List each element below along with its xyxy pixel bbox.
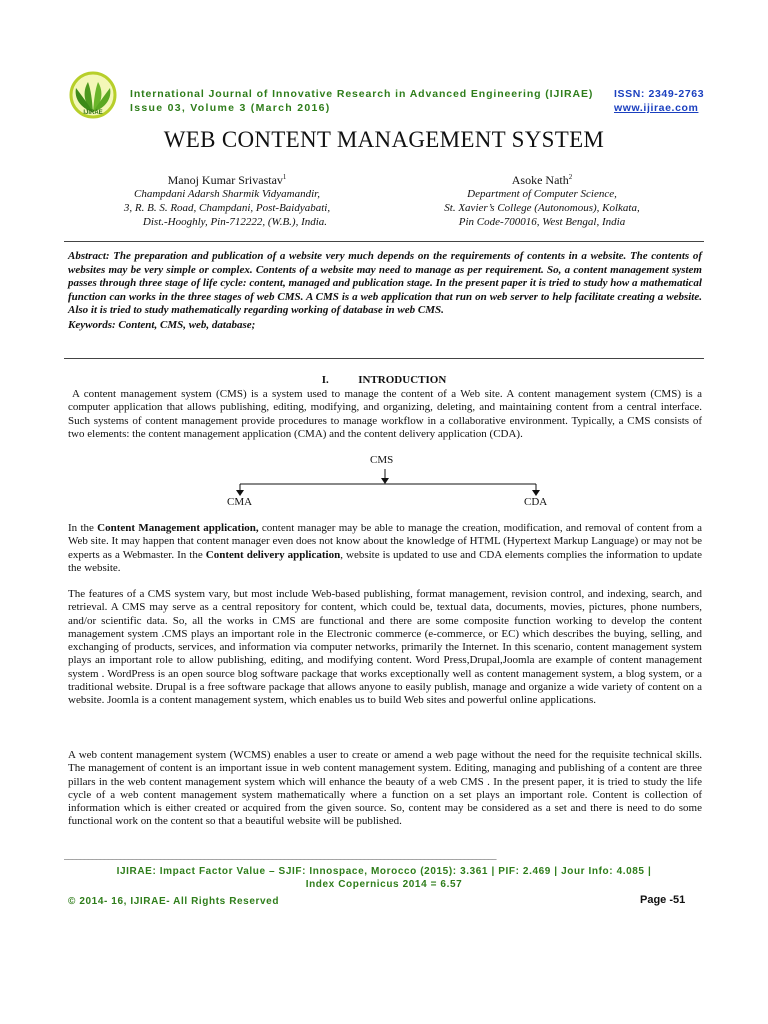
author-1-sup: 1 bbox=[282, 173, 287, 181]
diagram-node-cms: CMS bbox=[370, 454, 394, 466]
footer-impact-line-2: Index Copernicus 2014 = 6.57 bbox=[305, 879, 463, 890]
p2-part-a: In the bbox=[68, 522, 98, 534]
journal-issn: ISSN: 2349-2763 bbox=[614, 88, 705, 100]
author-2-affiliation-3: Pin Code-700016, West Bengal, India bbox=[458, 216, 626, 228]
section-number: I. bbox=[321, 374, 329, 386]
author-1-affiliation-2: 3, R. B. S. Road, Champdani, Post-Baidyabati, bbox=[123, 202, 331, 214]
diagram-node-cda: CDA bbox=[524, 496, 548, 508]
p2-term-cda: Content delivery application bbox=[205, 548, 341, 561]
section-heading bbox=[0, 374, 768, 386]
keywords: Keywords: Content, CMS, web, database; bbox=[68, 318, 256, 331]
author-1-affiliation-3: Dist.-Hooghly, Pin-712222, (W.B.), India. bbox=[142, 216, 328, 228]
author-2-affiliation-2: St. Xavier’s College (Autonomous), Kolkata, bbox=[444, 202, 640, 214]
author-2-affiliation-1: Department of Computer Science, bbox=[467, 188, 617, 200]
section-title: INTRODUCTION bbox=[358, 374, 447, 386]
footer-impact-line-1: IJIRAE: Impact Factor Value – SJIF: Innospace, Morocco (2015): 3.361 | PIF: 2.469 | Jour Info: 4.085 | bbox=[116, 866, 652, 877]
journal-logo bbox=[64, 70, 122, 122]
p2-part-c: content manager may be able to manage the creation, modification, and removal of content from a Web site. It may happen that content manager even does not know about the knowledge of HTML (Hypertext Markup Language) or may not be experts as a Webmaster. In the bbox=[68, 522, 702, 561]
logo-text: IJIRAE bbox=[83, 110, 103, 116]
paragraph-4 bbox=[68, 749, 702, 829]
author-1-affiliation-1: Champdani Adarsh Sharmik Vidyamandir, bbox=[134, 188, 320, 200]
abstract-text: Abstract: The preparation and publication of a website very much depends on the requirements of contents in a website. The contents of websites may be very simple or complex. Contents of a website may need to manage as per requirement. So, a content management system passes through three stage of life cycle: content, managed and publication stage. In the present paper it is tried to study how a mathematical function can works in the three stages of web CMS. A CMS is a web application that run on web server to help facilitate creating a website. Also it is tried to study mathematically regarding working of database in web CMS. bbox=[68, 250, 702, 317]
author-2-name: Asoke Nath bbox=[511, 173, 569, 187]
paper-title: WEB CONTENT MANAGEMENT SYSTEM bbox=[163, 127, 605, 152]
p2-term-cma: Content Management application, bbox=[97, 522, 259, 534]
abstract bbox=[68, 250, 702, 333]
footer-rule: ____________________________________________________________________________________________________________ bbox=[64, 851, 496, 861]
p2-part-e: , website is updated to use and CDA elements complies the information to update the website. bbox=[68, 548, 702, 574]
intro-paragraph bbox=[68, 388, 702, 441]
paragraph-2 bbox=[68, 522, 702, 575]
journal-website[interactable]: www.ijirae.com bbox=[614, 102, 699, 114]
cms-diagram bbox=[200, 454, 580, 514]
p4-text: A web content management system (WCMS) enables a user to create or amend a web page without the need for the requisite technical skills. The management of content is an important issue in web content management system. Editing, managing and publishing of a content are three pillars in the web content management system which will enhance the beauty of a web CMS . In the present paper, it is tried to study the life cycle of a web content management system mathematically where a function on a set plays an important role. Content is collection of information which is either created or acquired from the given source. So, content may be considered as a set and there is need to do some functional work on the content so that a beautiful website will be published. bbox=[68, 749, 702, 828]
divider-top bbox=[64, 241, 704, 242]
p3-text: The features of a CMS system vary, but most include Web-based publishing, format management, revision control, and indexing, search, and retrieval. A CMS may serve as a central repository for content, which could be, textual data, documents, movies, pictures, phone numbers, and/or scientific data. So, all the works in CMS are functional and there are some composite function working to develop the content management system .CMS plays an important role in the Electronic commerce (e-commerce, or EC) which describes the buying, selling, and exchanging of products, services, and information via computer networks, primarily the Internet. In this scenario, content management system plays an important role to allow publishing, editing, and modifying content. Word Press,Drupal,Joomla are example of content management system . WordPress is an open source blog software package that works exceptionally well as content management system, a blog system, or a traditional website. Drupal is a free software package that allows anyone to easily publish, manage and organize a wide variety of content on a website. Joomla is a content management system, which enables us to build Web sites and powerful online applications. bbox=[68, 588, 702, 707]
footer-page-number: Page -51 bbox=[640, 894, 686, 906]
diagram-node-cma: CMA bbox=[227, 496, 253, 508]
paragraph-3 bbox=[68, 588, 702, 708]
author-2-sup: 2 bbox=[568, 173, 573, 181]
journal-name: International Journal of Innovative Research in Advanced Engineering (IJIRAE) bbox=[130, 88, 594, 100]
footer-copyright: © 2014- 16, IJIRAE- All Rights Reserved bbox=[68, 896, 280, 907]
divider-bottom bbox=[64, 358, 704, 359]
author-1-name: Manoj Kumar Srivastav bbox=[167, 173, 283, 187]
author-2 bbox=[416, 170, 668, 229]
journal-issue: Issue 03, Volume 3 (March 2016) bbox=[130, 102, 331, 114]
intro-text: A content management system (CMS) is a system used to manage the content of a Web site. A content management system (CMS) is a computer application that allows publishing, editing, modifying, and organizing, deleting, and maintaining content from a central interface. Such systems of content management provide procedures to manage workflow in a collaborative environment. Typically, a CMS consists of two elements: the content management application (CMA) and the content delivery application (CDA). bbox=[68, 388, 702, 440]
author-1 bbox=[96, 170, 358, 229]
